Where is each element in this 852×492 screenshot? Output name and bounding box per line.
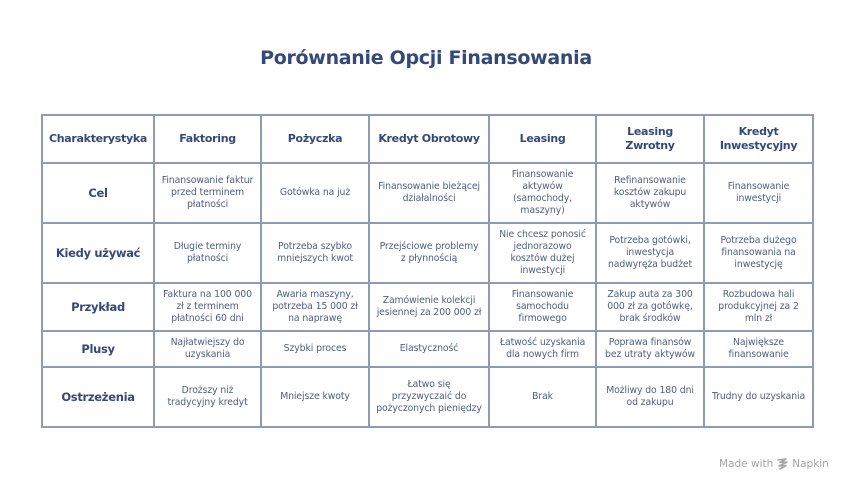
table-cell: Brak bbox=[489, 367, 596, 427]
table-cell: Szybki proces bbox=[261, 331, 369, 367]
comparison-table bbox=[41, 114, 814, 428]
table-row-warnings bbox=[42, 367, 813, 427]
column-header-investment-credit: Kredyt Inwestycyjny bbox=[704, 115, 813, 163]
made-with-napkin-badge[interactable] bbox=[719, 458, 829, 470]
brand-label: Napkin bbox=[792, 458, 829, 470]
table-cell: Przejściowe problemy z płynnością bbox=[369, 223, 489, 283]
table-cell: Elastyczność bbox=[369, 331, 489, 367]
column-header-working-capital-credit: Kredyt Obrotowy bbox=[369, 115, 489, 163]
table-cell: Największe finansowanie bbox=[704, 331, 813, 367]
table-row-pros bbox=[42, 331, 813, 367]
table-cell: Zamówienie kolekcji jesiennej za 200 000 zł bbox=[369, 283, 489, 331]
table-row-when-to-use bbox=[42, 223, 813, 283]
table-cell: Najłatwiejszy do uzyskania bbox=[154, 331, 261, 367]
column-header-leaseback: Leasing Zwrotny bbox=[596, 115, 704, 163]
row-header: Cel bbox=[42, 163, 154, 223]
table-cell: Długie terminy płatności bbox=[154, 223, 261, 283]
row-header: Plusy bbox=[42, 331, 154, 367]
page-title: Porównanie Opcji Finansowania bbox=[260, 47, 592, 69]
table-cell: Zakup auta za 300 000 zł za gotówkę, brak środków bbox=[596, 283, 704, 331]
table-cell: Refinansowanie kosztów zakupu aktywów bbox=[596, 163, 704, 223]
table-cell: Potrzeba szybko mniejszych kwot bbox=[261, 223, 369, 283]
made-with-label: Made with bbox=[719, 458, 774, 470]
table-cell: Faktura na 100 000 zł z terminem płatności 60 dni bbox=[154, 283, 261, 331]
table-row-purpose bbox=[42, 163, 813, 223]
row-header: Kiedy używać bbox=[42, 223, 154, 283]
column-header-factoring: Faktoring bbox=[154, 115, 261, 163]
table-cell: Potrzeba dużego finansowania na inwestycję bbox=[704, 223, 813, 283]
table-cell: Finansowanie bieżącej działalności bbox=[369, 163, 489, 223]
table-row-example bbox=[42, 283, 813, 331]
table-cell: Możliwy do 180 dni od zakupu bbox=[596, 367, 704, 427]
napkin-logo-icon bbox=[777, 458, 788, 470]
table-cell: Awaria maszyny, potrzeba 15 000 zł na naprawę bbox=[261, 283, 369, 331]
table-cell: Łatwość uzyskania dla nowych firm bbox=[489, 331, 596, 367]
table-cell: Mniejsze kwoty bbox=[261, 367, 369, 427]
table-cell: Gotówka na już bbox=[261, 163, 369, 223]
table-cell: Finansowanie aktywów (samochody, maszyny) bbox=[489, 163, 596, 223]
table-cell: Poprawa finansów bez utraty aktywów bbox=[596, 331, 704, 367]
table-cell: Finansowanie samochodu firmowego bbox=[489, 283, 596, 331]
table-cell: Nie chcesz ponosić jednorazowo kosztów dużej inwestycji bbox=[489, 223, 596, 283]
row-header: Przykład bbox=[42, 283, 154, 331]
table-cell: Finansowanie inwestycji bbox=[704, 163, 813, 223]
table-cell: Łatwo się przyzwyczaić do pożyczonych pieniędzy bbox=[369, 367, 489, 427]
column-header-loan: Pożyczka bbox=[261, 115, 369, 163]
table-cell: Trudny do uzyskania bbox=[704, 367, 813, 427]
row-header: Ostrzeżenia bbox=[42, 367, 154, 427]
table-cell: Finansowanie faktur przed terminem płatności bbox=[154, 163, 261, 223]
header-row bbox=[42, 115, 813, 163]
column-header-leasing: Leasing bbox=[489, 115, 596, 163]
table-cell: Potrzeba gotówki, inwestycja nadwyręża budżet bbox=[596, 223, 704, 283]
column-header-characteristic: Charakterystyka bbox=[42, 115, 154, 163]
table-cell: Droższy niż tradycyjny kredyt bbox=[154, 367, 261, 427]
table-cell: Rozbudowa hali produkcyjnej za 2 mln zł bbox=[704, 283, 813, 331]
